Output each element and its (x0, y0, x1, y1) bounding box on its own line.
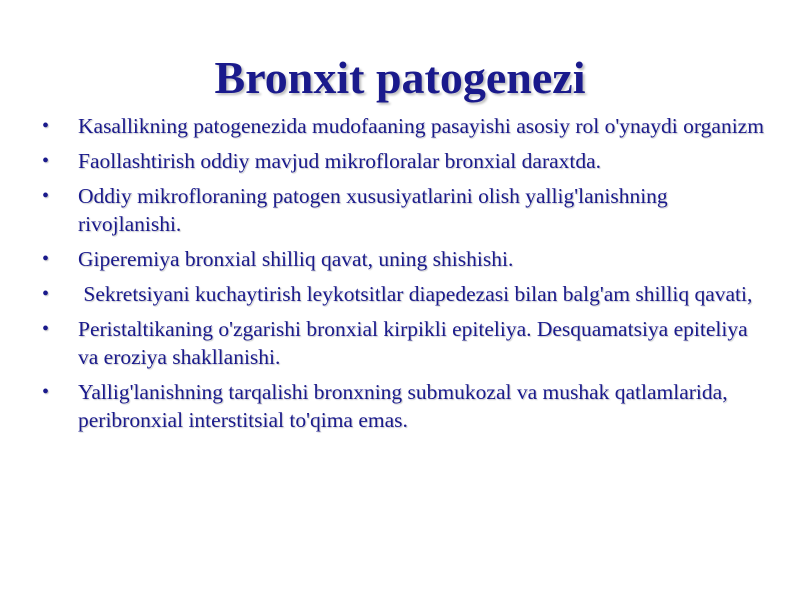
bullet-icon: • (42, 318, 50, 340)
bullet-item (40, 280, 770, 308)
bullet-text: Yallig'lanishning tarqalishi bronxning submukozal va mushak qatlamlarida, peribronxial interstitsial to'qima emas. (78, 380, 728, 432)
bullet-item (40, 378, 770, 434)
bullet-text: Kasallikning patogenezida mudofaaning pasayishi asosiy rol o'ynaydi organizm (78, 114, 764, 138)
bullet-list (40, 112, 770, 441)
bullet-icon: • (42, 185, 50, 207)
bullet-item (40, 182, 770, 238)
bullet-text: Faollashtirish oddiy mavjud mikrofloralar bronxial daraxtda. (78, 149, 602, 173)
bullet-text: Peristaltikaning o'zgarishi bronxial kirpikli epiteliya. Desquamatsiya epiteliya va eroziya shakllanishi. (78, 317, 748, 369)
bullet-icon: • (42, 381, 50, 403)
bullet-item (40, 315, 770, 371)
bullet-text: Giperemiya bronxial shilliq qavat, uning shishishi. (78, 247, 514, 271)
bullet-text: Oddiy mikrofloraning patogen xususiyatlarini olish yallig'lanishning rivojlanishi. (78, 184, 668, 236)
bullet-text: Sekretsiyani kuchaytirish leykotsitlar diapedezasi bilan balg'am shilliq qavati, (78, 282, 753, 306)
bullet-icon: • (42, 115, 50, 137)
slide-title: Bronxit patogenezi (214, 52, 586, 103)
bullet-item (40, 147, 770, 175)
bullet-item (40, 112, 770, 140)
bullet-icon: • (42, 248, 50, 270)
bullet-item (40, 245, 770, 273)
bullet-icon: • (42, 283, 50, 305)
bullet-icon: • (42, 150, 50, 172)
